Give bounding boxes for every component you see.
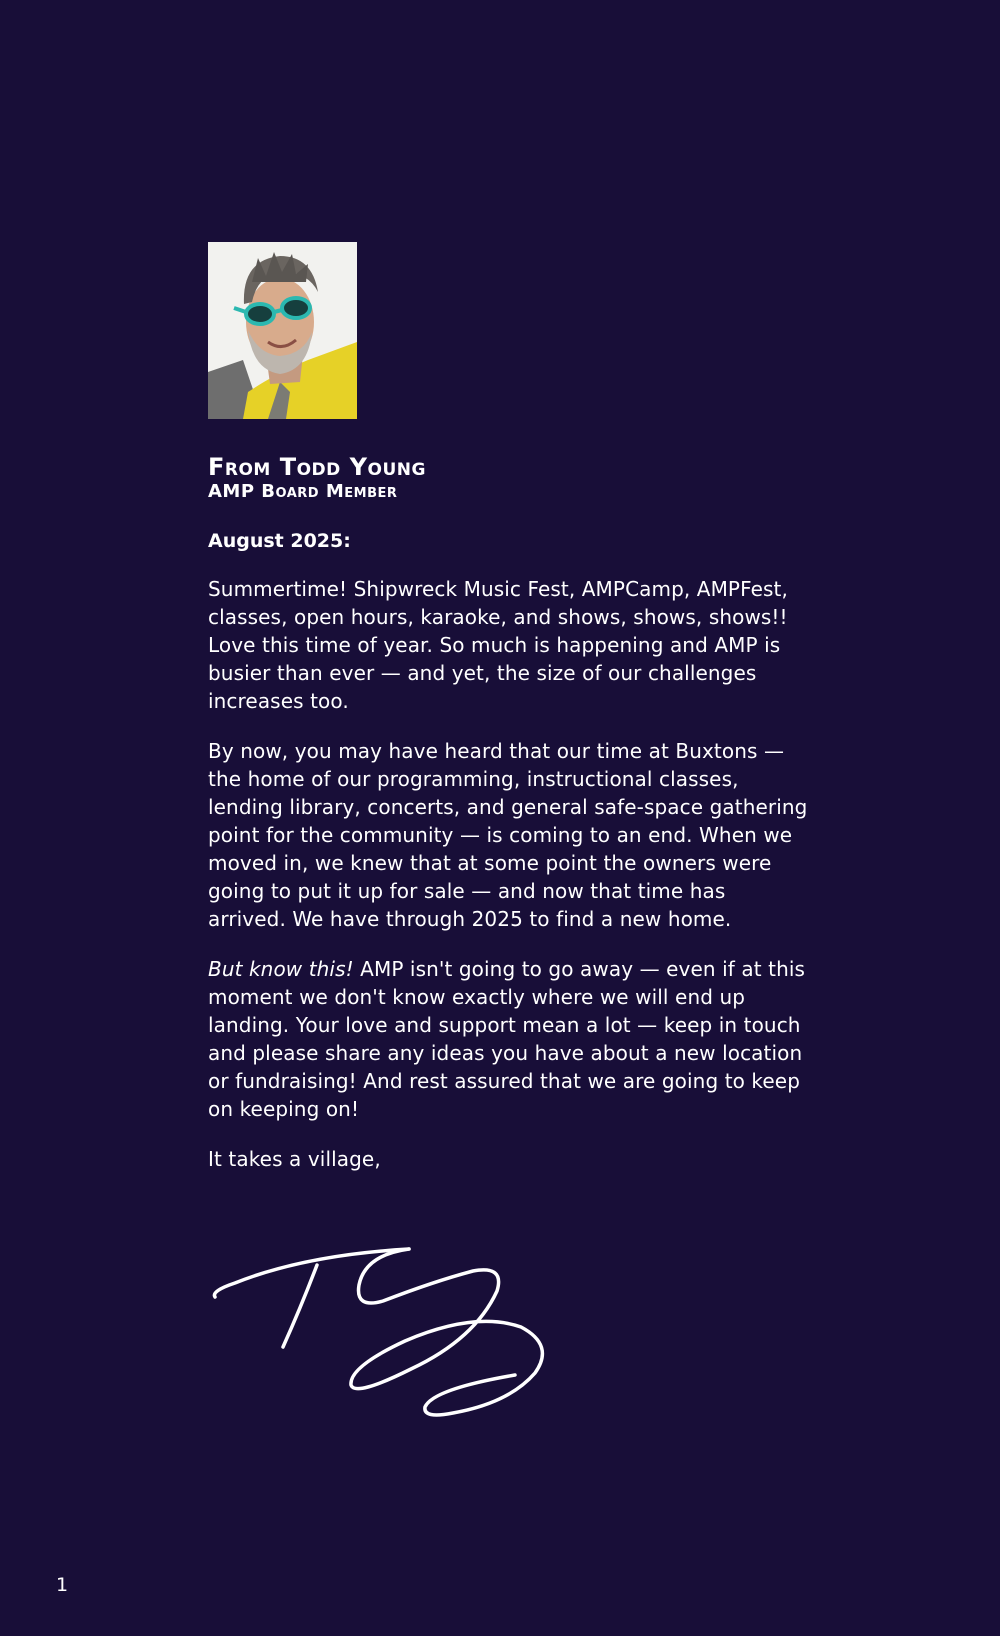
author-role: AMP Board Member bbox=[208, 481, 398, 502]
closing-line: It takes a village, bbox=[208, 1147, 381, 1171]
author-portrait bbox=[208, 242, 357, 419]
signature bbox=[205, 1237, 585, 1422]
paragraph-2: By now, you may have heard that our time at Buxtons — the home of our programming, instructional classes, lending library, concerts, and general safe-space gathering point for the community — is coming to an end. When we moved in, we knew that at some point the owners were going to put it up for sale — and now that time has arrived. We have through 2025 to find a new home. bbox=[208, 739, 808, 931]
paragraph-3-text: AMP isn't going to go away — even if at this moment we don't know exactly where we will end up landing. Your love and support mean a lot — keep in touch and please share any ideas you have about a new location or fundraising! And rest assured that we are going to keep on keeping on! bbox=[208, 957, 806, 1121]
letter-body bbox=[208, 575, 808, 1173]
paragraph-3-emphasis: But know this! bbox=[208, 957, 354, 981]
letter-date: August 2025: bbox=[208, 530, 351, 552]
author-name: From Todd Young bbox=[208, 453, 426, 481]
page-number: 1 bbox=[56, 1574, 69, 1596]
paragraph-3 bbox=[208, 955, 808, 1123]
letter-heading bbox=[208, 453, 808, 503]
paragraph-1: Summertime! Shipwreck Music Fest, AMPCamp, AMPFest, classes, open hours, karaoke, and shows, shows, shows!! Love this time of year. So much is happening and AMP is busier than ever — and yet, the size of our challenges increases too. bbox=[208, 577, 788, 713]
letter bbox=[208, 242, 808, 1173]
